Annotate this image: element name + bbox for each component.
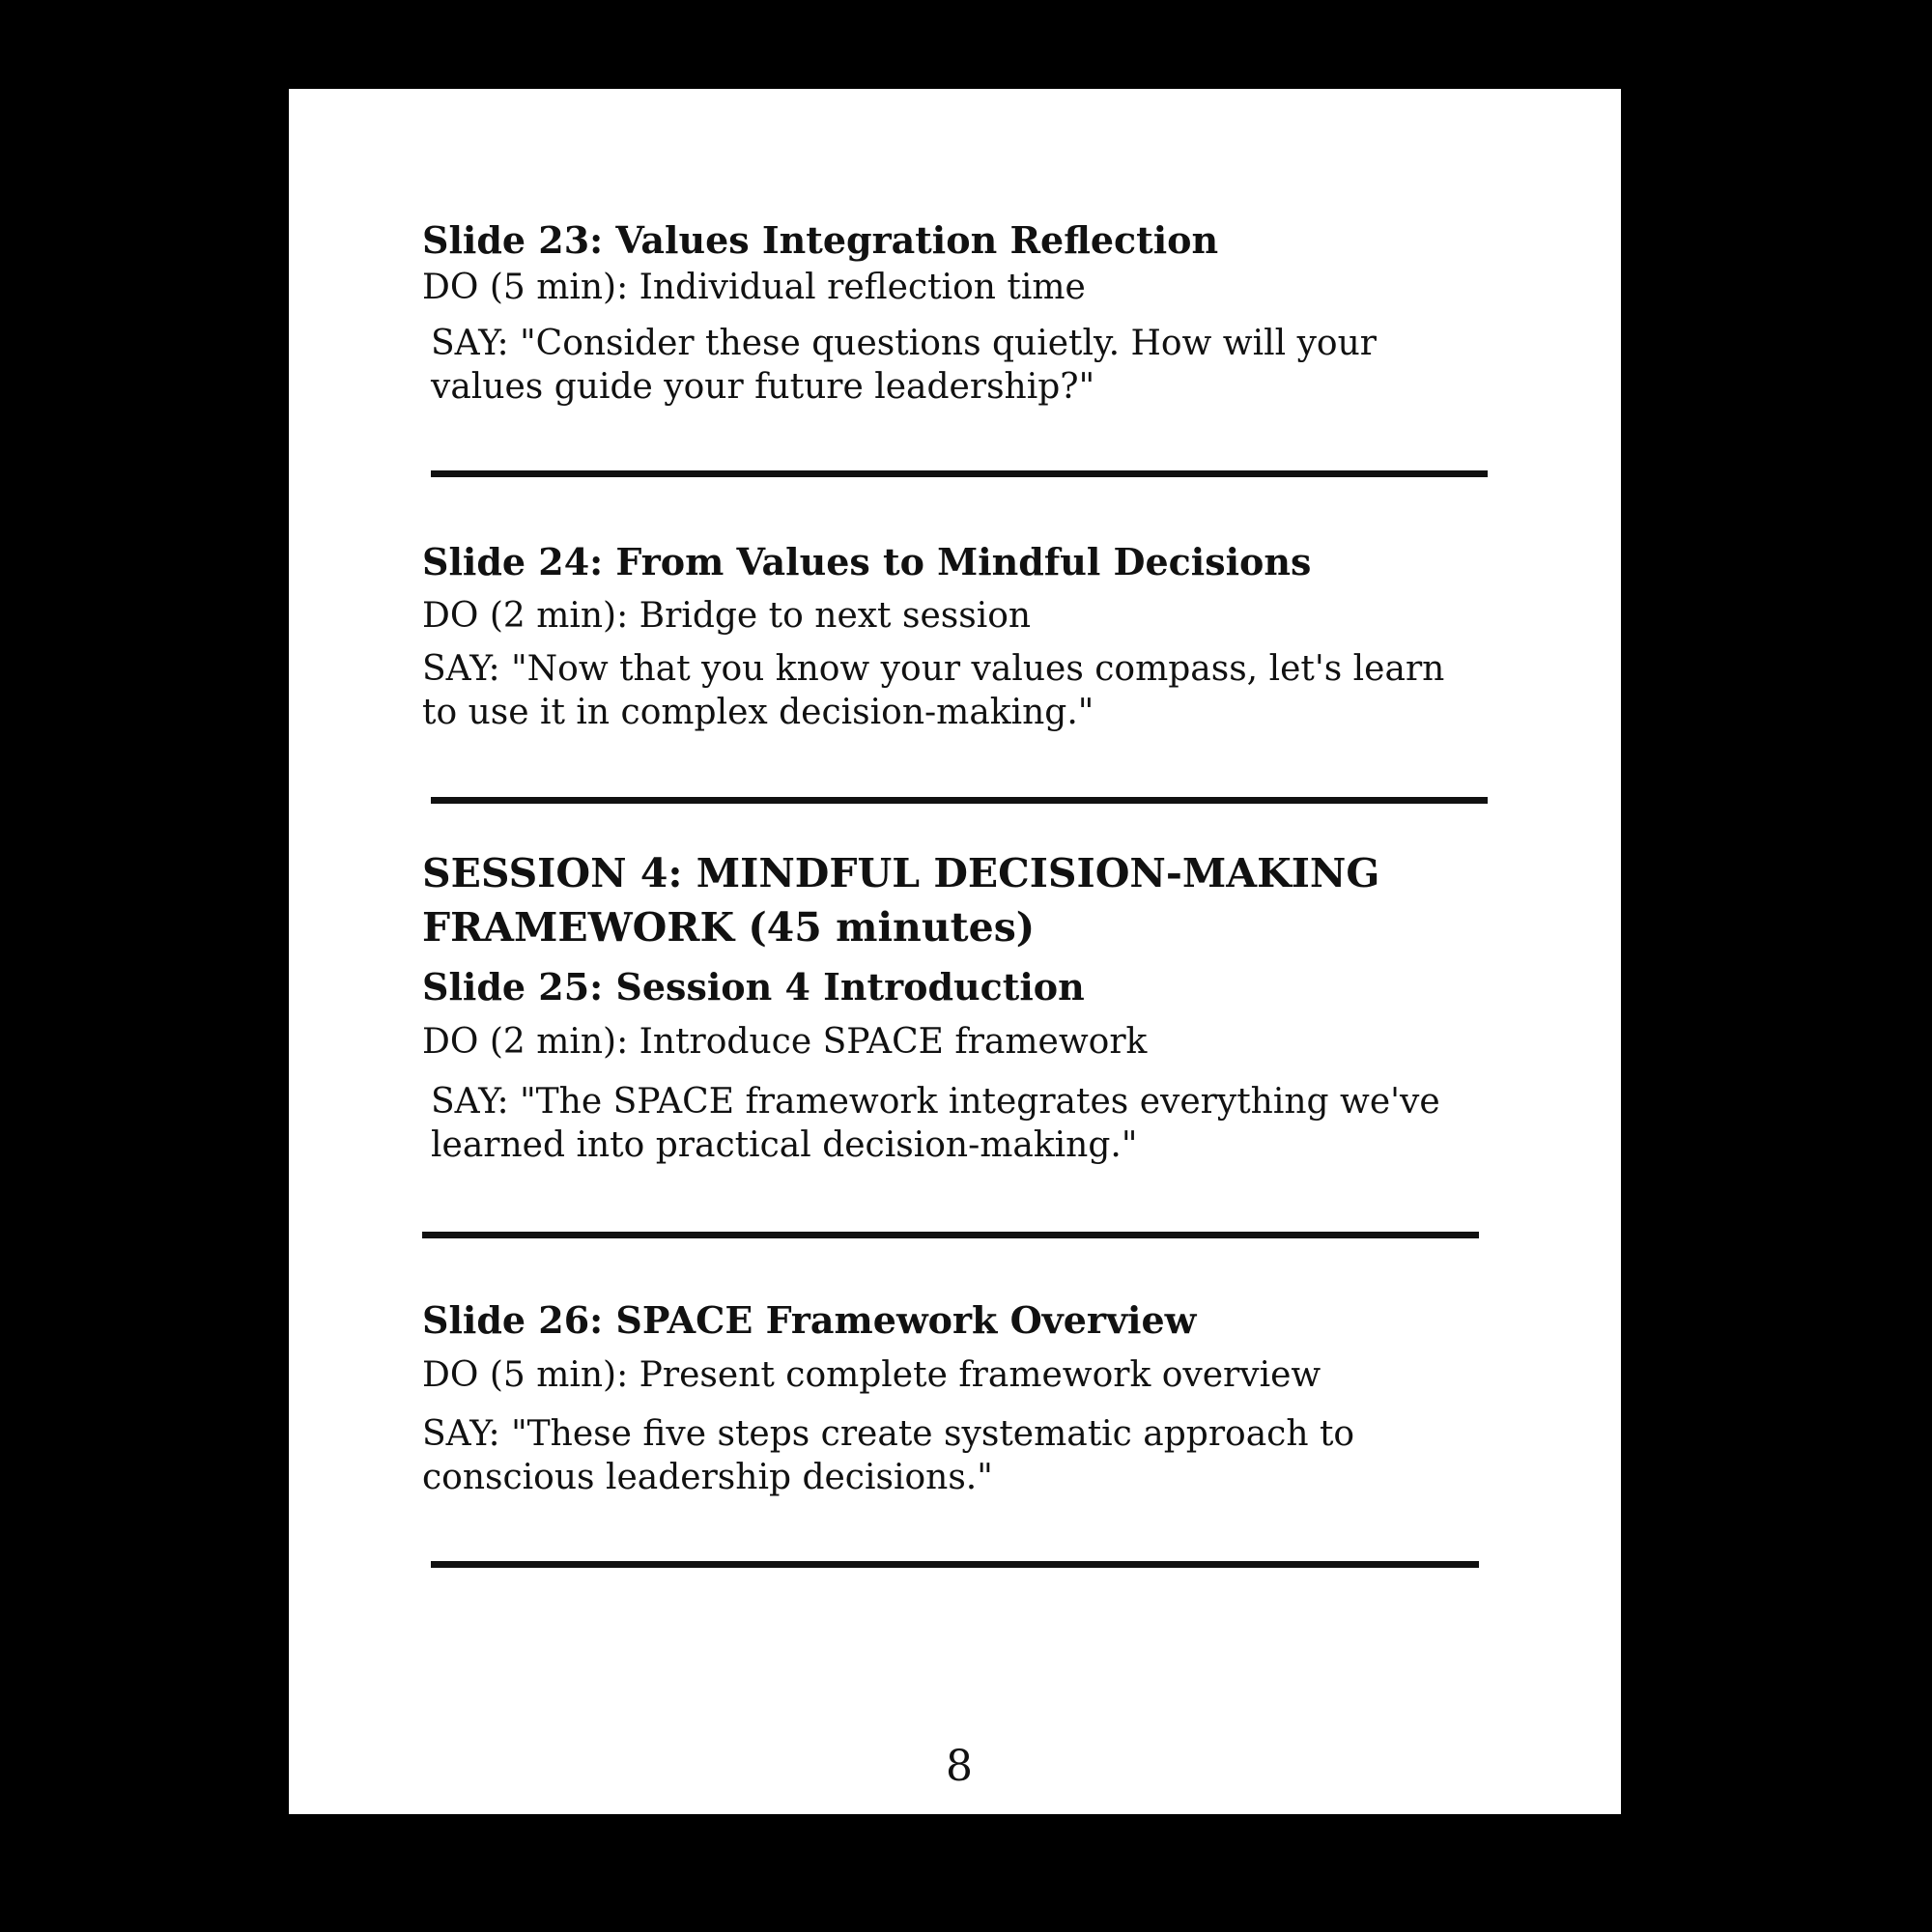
slide-26-say: SAY: "These five steps create systematic approach to conscious leadership decisions." xyxy=(422,1414,1355,1497)
divider xyxy=(431,1561,1479,1568)
slide-25-say: SAY: "The SPACE framework integrates everything we've learned into practical decision-making." xyxy=(431,1082,1440,1165)
divider xyxy=(431,470,1488,477)
slide-23-say: SAY: "Consider these questions quietly. How will your values guide your future leadership?" xyxy=(431,324,1377,407)
slide-24-heading: Slide 24: From Values to Mindful Decisions xyxy=(422,540,1312,583)
divider xyxy=(422,1232,1479,1238)
slide-26-do: DO (5 min): Present complete framework overview xyxy=(422,1355,1321,1395)
slide-25-heading: Slide 25: Session 4 Introduction xyxy=(422,965,1085,1009)
session-4-heading: SESSION 4: MINDFUL DECISION-MAKING FRAMEWORK (45 minutes) xyxy=(422,850,1380,951)
slide-23-do: DO (5 min): Individual reflection time xyxy=(422,268,1086,307)
page-number: 8 xyxy=(946,1742,973,1791)
slide-26-heading: Slide 26: SPACE Framework Overview xyxy=(422,1298,1197,1342)
document-page xyxy=(289,89,1621,1814)
slide-25-do: DO (2 min): Introduce SPACE framework xyxy=(422,1022,1148,1062)
slide-24-do: DO (2 min): Bridge to next session xyxy=(422,596,1032,636)
slide-23-heading: Slide 23: Values Integration Reflection xyxy=(422,218,1219,262)
slide-24-say: SAY: "Now that you know your values compass, let's learn to use it in complex decision-making." xyxy=(422,649,1445,732)
divider xyxy=(431,797,1488,804)
